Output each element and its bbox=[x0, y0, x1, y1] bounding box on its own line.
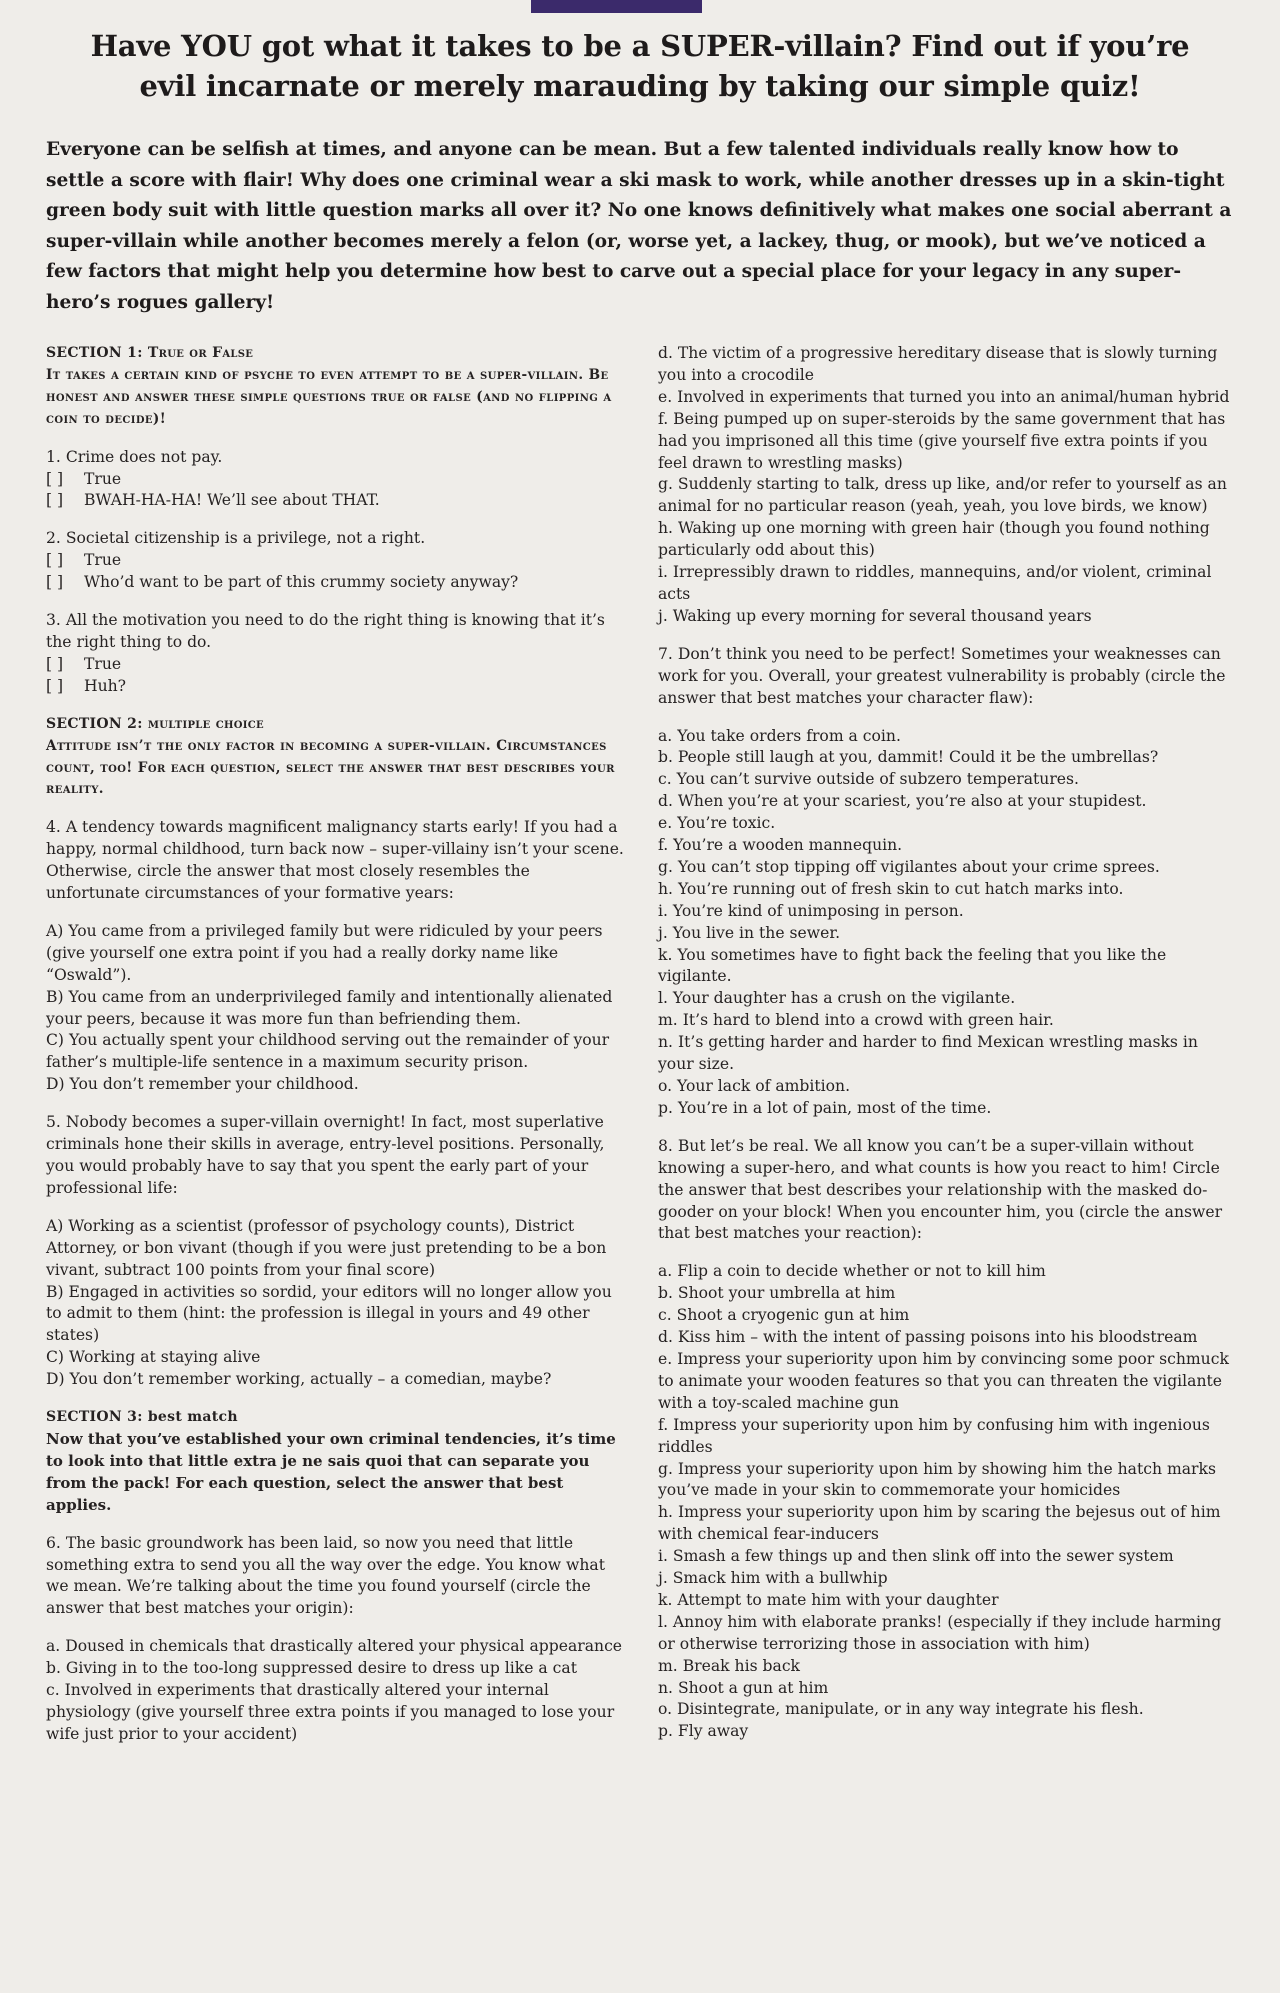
answer-option[interactable]: a. Flip a coin to decide whether or not to kill him bbox=[658, 1262, 1046, 1281]
answer-option[interactable]: d. The victim of a progressive hereditary disease that is slowly turning you into a crocodile bbox=[658, 344, 1218, 384]
question-2 bbox=[46, 528, 626, 594]
left-column bbox=[46, 343, 626, 1746]
answer-option[interactable]: l. Your daughter has a crush on the vigilante. bbox=[658, 989, 1016, 1008]
answer-option[interactable]: m. Break his back bbox=[658, 1656, 800, 1675]
answer-option[interactable]: A) You came from a privileged family but were ridiculed by your peers (give yourself one extra point if you had a really dorky name like “Oswald”). bbox=[46, 921, 603, 984]
answer-option[interactable]: D) You don’t remember your childhood. bbox=[46, 1075, 359, 1094]
section-3-label: SECTION 3: best match bbox=[46, 1409, 238, 1426]
checkbox[interactable]: [ ] bbox=[46, 551, 64, 570]
answer-option[interactable]: [ ] Who’d want to be part of this crummy society anyway? bbox=[46, 572, 626, 594]
answer-option[interactable]: b. People still laugh at you, dammit! Could it be the umbrellas? bbox=[658, 748, 1159, 767]
section-1-name: True or False bbox=[147, 345, 254, 361]
section-2-header bbox=[46, 714, 626, 802]
answer-option[interactable]: d. Kiss him – with the intent of passing poisons into his bloodstream bbox=[658, 1328, 1198, 1347]
question-text: 8. But let’s be real. We all know you can’t be a super-villain without knowing a super-hero, and what counts is how you react to him! Circle the answer that best describes your relationship with the masked do-gooder on your block! When you encounter him, you (circle the answer that best matches your reaction): bbox=[658, 1136, 1223, 1243]
question-4 bbox=[46, 817, 626, 905]
answer-option[interactable]: B) You came from an underprivileged family and intentionally alienated your peers, because it was more fun than befriending them. bbox=[46, 987, 613, 1028]
question-text: 5. Nobody becomes a super-villain overnight! In fact, most superlative criminals hone their skills in average, entry-level positions. Personally, you would probably have to say that you spent the early part of your professional life: bbox=[46, 1113, 605, 1197]
checkbox[interactable]: [ ] bbox=[46, 491, 64, 510]
answer-option[interactable]: A) Working as a scientist (professor of psychology counts), District Attorney, or bon vivant (though if you were just pretending to be a bon vivant, subtract 100 points from your final score) bbox=[46, 1216, 607, 1279]
section-2-label: SECTION 2: bbox=[46, 715, 143, 732]
answer-option[interactable]: n. Shoot a gun at him bbox=[658, 1678, 829, 1697]
question-6-options-a-c bbox=[46, 1636, 626, 1746]
question-6-options-d-j bbox=[658, 343, 1238, 628]
answer-option[interactable]: b. Giving in to the too-long suppressed desire to dress up like a cat bbox=[46, 1659, 577, 1678]
question-3 bbox=[46, 610, 626, 698]
answer-option[interactable]: [ ] Huh? bbox=[46, 676, 626, 698]
answer-option[interactable]: l. Annoy him with elaborate pranks! (especially if they include harming or otherwise terrorizing those in association with him) bbox=[658, 1612, 1222, 1653]
question-8 bbox=[658, 1136, 1238, 1246]
section-3-intro: Now that you’ve established your own criminal tendencies, it’s time to look into that little extra je ne sais quoi that can separate you from the pack! For each question, select the answer that best applies. bbox=[46, 1429, 616, 1514]
answer-option[interactable]: j. Waking up every morning for several thousand years bbox=[658, 606, 1092, 625]
answer-option[interactable]: g. Suddenly starting to talk, dress up like, and/or refer to yourself as an animal for no particular reason (yeah, yeah, you love birds, we know) bbox=[658, 475, 1227, 516]
answer-option[interactable]: C) You actually spent your childhood serving out the remainder of your father’s multiple-life sentence in a maximum security prison. bbox=[46, 1031, 610, 1072]
question-5-options bbox=[46, 1216, 626, 1391]
answer-option[interactable]: j. You live in the sewer. bbox=[658, 923, 841, 942]
checkbox[interactable]: [ ] bbox=[46, 654, 64, 673]
answer-option[interactable]: e. You’re toxic. bbox=[658, 814, 776, 833]
checkbox[interactable]: [ ] bbox=[46, 573, 64, 592]
answer-option[interactable]: p. Fly away bbox=[658, 1722, 749, 1741]
answer-option[interactable]: C) Working at staying alive bbox=[46, 1348, 261, 1367]
question-text: 1. Crime does not pay. bbox=[46, 447, 223, 466]
section-2-intro: Attitude isn’t the only factor in becoming a super-villain. Circumstances count, too! For each question, select the answer that best describes your reality. bbox=[46, 737, 615, 798]
answer-option[interactable]: c. You can’t survive outside of subzero temperatures. bbox=[658, 770, 1079, 789]
section-2-name: multiple choice bbox=[147, 715, 264, 732]
question-text: 3. All the motivation you need to do the right thing is knowing that it’s the right thing to do. bbox=[46, 611, 605, 651]
question-text: 6. The basic groundwork has been laid, so now you need that little something extra to send you all the way over the edge. You know what we mean. We’re talking about the time you found yourself (circle the answer that best matches your origin): bbox=[46, 1533, 605, 1618]
question-1 bbox=[46, 447, 626, 513]
section-3-header bbox=[46, 1407, 626, 1517]
answer-option[interactable]: c. Shoot a cryogenic gun at him bbox=[658, 1306, 910, 1325]
question-text: 2. Societal citizenship is a privilege, not a right. bbox=[46, 529, 426, 548]
answer-option[interactable]: p. You’re in a lot of pain, most of the time. bbox=[658, 1098, 992, 1117]
answer-option[interactable]: h. Waking up one morning with green hair (though you found nothing particularly odd about this) bbox=[658, 519, 1210, 560]
answer-option[interactable]: k. You sometimes have to fight back the feeling that you like the vigilante. bbox=[658, 945, 1167, 986]
answer-option[interactable]: o. Disintegrate, manipulate, or in any way integrate his flesh. bbox=[658, 1700, 1144, 1719]
answer-option[interactable]: e. Impress your superiority upon him by convincing some poor schmuck to animate your wooden features so that you can threaten the vigilante with a toy-scaled machine gun bbox=[658, 1349, 1229, 1412]
answer-option[interactable]: m. It’s hard to blend into a crowd with green hair. bbox=[658, 1011, 1054, 1030]
checkbox[interactable]: [ ] bbox=[46, 469, 64, 488]
answer-option[interactable]: h. Impress your superiority upon him by scaring the bejesus out of him with chemical fear-inducers bbox=[658, 1503, 1221, 1544]
answer-option[interactable]: f. Being pumped up on super-steroids by the same government that has had you imprisoned all this time (give yourself five extra points if you feel drawn to wrestling masks) bbox=[658, 409, 1226, 472]
question-7 bbox=[658, 644, 1238, 710]
answer-option[interactable]: j. Smack him with a bullwhip bbox=[658, 1569, 888, 1588]
answer-option[interactable]: d. When you’re at your scariest, you’re also at your stupidest. bbox=[658, 792, 1147, 811]
answer-option[interactable]: [ ] True bbox=[46, 654, 626, 676]
answer-option[interactable]: k. Attempt to mate him with your daughter bbox=[658, 1590, 999, 1609]
title-line-2: evil incarnate or merely marauding by taking our simple quiz! bbox=[139, 69, 1141, 103]
answer-option[interactable]: f. You’re a wooden mannequin. bbox=[658, 836, 903, 855]
answer-option[interactable]: D) You don’t remember working, actually – a comedian, maybe? bbox=[46, 1370, 552, 1389]
answer-option[interactable]: o. Your lack of ambition. bbox=[658, 1077, 851, 1095]
answer-option[interactable]: b. Shoot your umbrella at him bbox=[658, 1284, 896, 1303]
answer-option[interactable]: i. You’re kind of unimposing in person. bbox=[658, 901, 964, 920]
answer-option[interactable]: a. Doused in chemicals that drastically altered your physical appearance bbox=[46, 1637, 623, 1656]
answer-option[interactable]: [ ] True bbox=[46, 550, 626, 572]
title-line-1: Have YOU got what it takes to be a SUPER-villain? Find out if you’re bbox=[90, 29, 1190, 63]
section-1-label: SECTION 1: bbox=[46, 345, 143, 361]
answer-option[interactable]: c. Involved in experiments that drastically altered your internal physiology (give yourself three extra points if you managed to lose your wife just prior to your accident) bbox=[46, 1681, 615, 1743]
answer-option[interactable]: h. You’re running out of fresh skin to cut hatch marks into. bbox=[658, 879, 1124, 898]
intro-paragraph: Everyone can be selfish at times, and anyone can be mean. But a few talented individuals really know how to settle a score with flair! Why does one criminal wear a ski mask to work, while another dresses up in a skin-tight green body suit with little question marks all over it? No one knows definitively what makes one social aberrant a super-villain while another becomes merely a felon (or, worse yet, a lackey, thug, or mook), but we’ve noticed a few factors that might help you determine how best to carve out a special place for your legacy in any super-hero’s rogues gallery! bbox=[46, 139, 1232, 313]
question-6 bbox=[46, 1533, 626, 1621]
top-color-tab bbox=[531, 0, 702, 13]
checkbox[interactable]: [ ] bbox=[46, 676, 64, 695]
answer-option[interactable]: B) Engaged in activities so sordid, your editors will no longer allow you to admit to them (hint: the profession is illegal in yours and 49 other states) bbox=[46, 1282, 612, 1345]
section-1-intro: It takes a certain kind of psyche to even attempt to be a super-villain. Be honest and answer these simple questions true or false (and no flipping a coin to decide)! bbox=[46, 366, 612, 427]
question-text: 7. Don’t think you need to be perfect! Sometimes your weaknesses can work for you. Overall, your greatest vulnerability is probably (circle the answer that best matches your character flaw): bbox=[658, 644, 1226, 707]
answer-option[interactable]: e. Involved in experiments that turned you into an animal/human hybrid bbox=[658, 387, 1230, 406]
answer-option[interactable]: a. You take orders from a coin. bbox=[658, 726, 901, 745]
question-5 bbox=[46, 1112, 626, 1200]
answer-option[interactable]: [ ] True bbox=[46, 469, 626, 491]
right-column bbox=[658, 343, 1238, 1743]
question-8-options bbox=[658, 1261, 1238, 1743]
answer-option[interactable]: i. Smash a few things up and then slink off into the sewer system bbox=[658, 1547, 1174, 1566]
answer-option[interactable]: f. Impress your superiority upon him by confusing him with ingenious riddles bbox=[658, 1415, 1210, 1456]
answer-option[interactable]: g. Impress your superiority upon him by showing him the hatch marks you’ve made in your skin to commemorate your homicides bbox=[658, 1459, 1216, 1500]
answer-option[interactable]: i. Irrepressibly drawn to riddles, mannequins, and/or violent, criminal acts bbox=[658, 563, 1212, 603]
answer-option[interactable]: n. It’s getting harder and harder to find Mexican wrestling masks in your size. bbox=[658, 1033, 1198, 1074]
answer-option[interactable]: [ ] BWAH-HA-HA! We’ll see about THAT. bbox=[46, 490, 626, 512]
question-7-options bbox=[658, 726, 1238, 1120]
question-4-options bbox=[46, 921, 626, 1096]
answer-option[interactable]: g. You can’t stop tipping off vigilantes about your crime sprees. bbox=[658, 857, 1160, 876]
page-title bbox=[40, 26, 1240, 106]
section-1-header bbox=[46, 343, 626, 431]
question-text: 4. A tendency towards magnificent malignancy starts early! If you had a happy, normal childhood, turn back now – super-villainy isn’t your scene. Otherwise, circle the answer that most closely resembles the unfortunate circumstances of your formative years: bbox=[46, 818, 624, 903]
